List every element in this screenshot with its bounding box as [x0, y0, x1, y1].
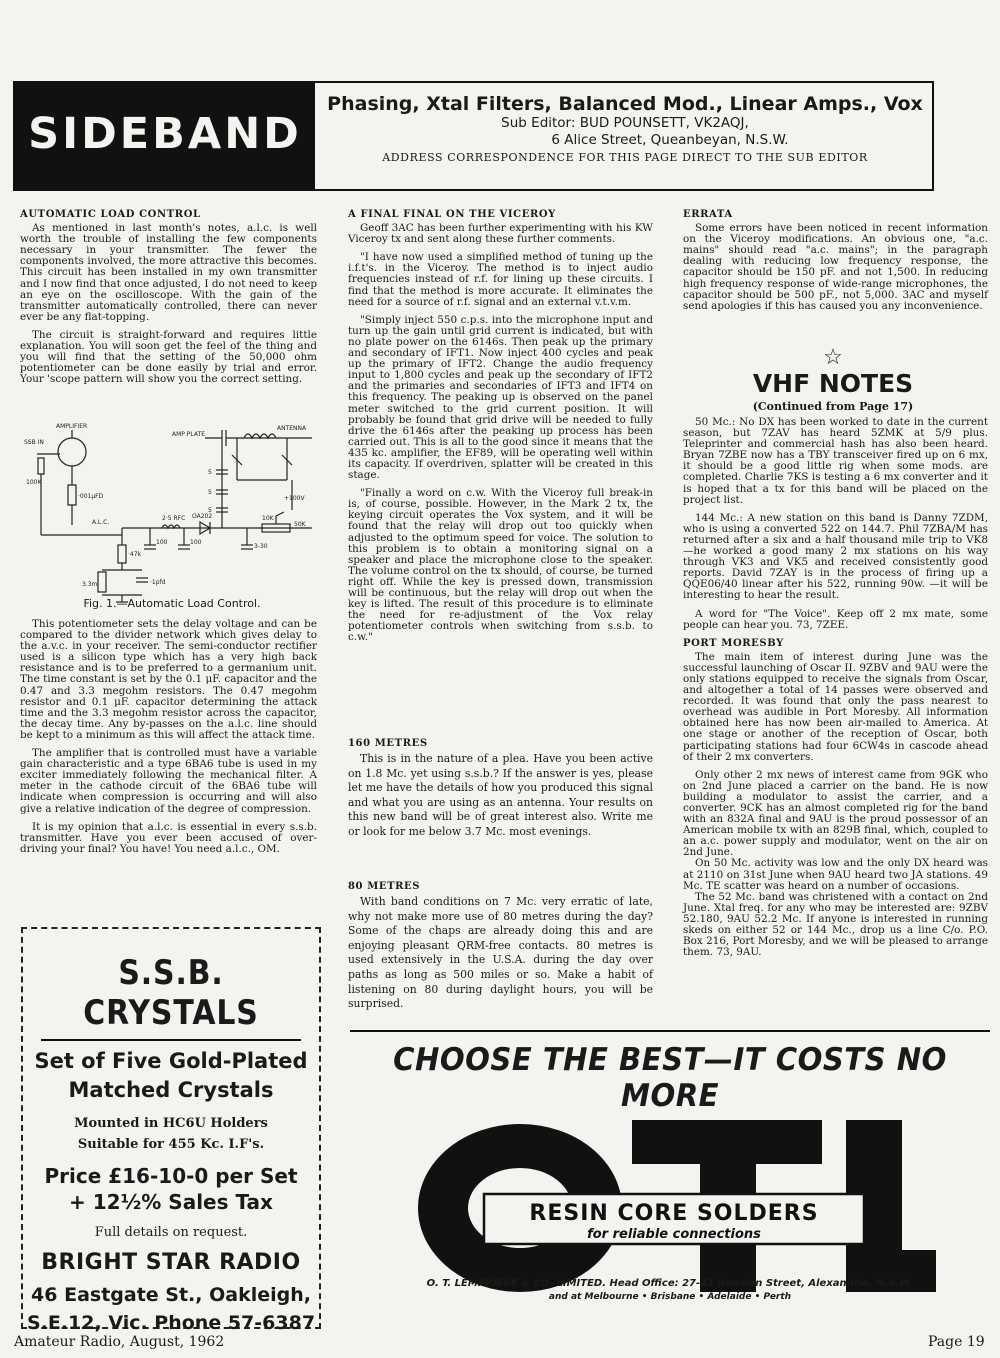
- label-100-b: 100: [190, 539, 202, 546]
- label-antenna: ANTENNA: [277, 425, 307, 432]
- label-amp-plate: AMP PLATE: [172, 431, 205, 438]
- vhf-notes-subtitle: (Continued from Page 17): [752, 400, 914, 413]
- ad-line: Matched Crystals: [68, 1078, 274, 1102]
- heading-160-metres: 160 METRES: [348, 738, 428, 749]
- section-title: SIDEBAND: [28, 109, 302, 159]
- label-1pfd: ·1pfd: [150, 579, 166, 586]
- header-title-block: [15, 83, 315, 189]
- paragraph: As mentioned in last month's notes, a.l.c. is well worth the trouble of installing the few components necessary in your transmitter. The fewer the components involved, the more attractive this becomes. This circuit has been installed in my own transmitter and I now find that once adjusted, I do not need to keep an eye on the oscilloscope. With the gain of the transmitter automatically controlled, there can never ever be any flat-topping.: [20, 222, 317, 323]
- heading-port-moresby: PORT MORESBY: [683, 637, 784, 649]
- paragraph: "Finally a word on c.w. With the Viceroy full break-in is, of course, possible. However, in the Mark 2 tx, the keying circuit operates the Vox system, and it will be found that the relay will drop out too quickly when adjusted to the optimum speed for voice. The solution to this problem is to obtain a monitoring signal on a speaker and place the microphone close to the speaker. The volume control on the tx should, of course, be turned right off. While the key is pressed down, transmission will be continuous, but the relay will drop out when the key is lifted. The result of this procedure is to eliminate the need for re-adjustment of the Vox relay potentiometer controls when switching from s.s.b. to c.w.": [348, 487, 653, 644]
- figure-caption: Fig. 1.—Automatic Load Control.: [83, 597, 261, 610]
- column-2: [348, 209, 653, 650]
- paragraph: Geoff 3AC has been further experimenting with his KW Viceroy tx and sent along these further comments.: [348, 222, 653, 246]
- label-3-30: 3-30: [254, 543, 268, 550]
- paragraph: The 52 Mc. band was christened with a contact on 2nd June. Xtal freq. for any who may be interested are: 9ZBV 52.180, 9AU 52.2 Mc. If anyone is interested in running skeds on either 52 or 144 Mc., drop us a line C/o. P.O. Box 216, Port Moresby, and we will be pleased to arrange them. 73, 9AU.: [683, 890, 988, 959]
- ad-line: Set of Five Gold-Plated: [34, 1049, 308, 1073]
- logo-tagline: for reliable connections: [587, 1227, 761, 1242]
- label-5-c: 5: [208, 507, 212, 514]
- label-100k: 100K: [26, 479, 42, 486]
- paragraph: This potentiometer sets the delay voltage and can be compared to the divider network which gives delay to the a.v.c. in your receiver. The semi-conductor rectifier used is a silicon type which has a very high back resistance and is to be preferred to a germanium unit. The time constant is set by the 0.1 μF. capacitor and the 0.47 and 3.3 megohm resistors. The 0.47 megohm resistor and 0.1 μF. capacitor determining the attack time and the 3.3 megohm resistor across the capacitor, the decay time. Any by-passes on the a.l.c. line should be kept to a minimum as this will affect the attack time.: [20, 618, 317, 741]
- otl-logo: [400, 1090, 940, 1305]
- ad-address: S.E.12, Vic. Phone 57-6387: [26, 1312, 316, 1334]
- label-001ufd: ·001μFD: [78, 493, 104, 500]
- paragraph: 50 Mc.: No DX has been worked to date in the current season, but 7ZAV has heard 5ZMK at 5/9 plus. Teleprinter and commercial hash has also been heard. Bryan 7ZBE now has a TBY transceiver fired up on 6 mx, it should be a good little rig when some mods. are completed. Charlie 7KS is testing a 6 mx converter and it is hoped that a tx for this band will be placed on the project list.: [683, 416, 988, 506]
- heading-80-metres: 80 METRES: [348, 881, 421, 892]
- alc-circuit-diagram: [22, 420, 322, 612]
- column-1-bottom: [20, 619, 317, 862]
- label-5-a: 5: [208, 469, 212, 476]
- ad-address: 46 Eastgate St., Oakleigh,: [31, 1284, 311, 1306]
- ad-line: Suitable for 455 Kc. I.F's.: [77, 1137, 265, 1152]
- column-2-lower: [348, 881, 653, 1019]
- correspondence-note: ADDRESS CORRESPONDENCE FOR THIS PAGE DIRECT TO THE SUB EDITOR: [382, 151, 868, 164]
- header-info: [320, 93, 930, 164]
- paragraph: The amplifier that is controlled must have a variable gain characteristic and a type 6BA6 tube is used in my exciter immediately following the mechanical filter. A meter in the cathode circuit of the 6BA6 tube will indicate when compression is occurring and will also give a relative indication of the degree of compression.: [20, 747, 317, 815]
- paragraph: A word for "The Voice". Keep off 2 mx mate, some people can hear you. 73, 7ZEE.: [683, 607, 988, 631]
- paragraph: With band conditions on 7 Mc. very erratic of late, why not make more use of 80 metres during the day? Some of the chaps are already doing this and are enjoying pleasant QRM-free contacts. 80 metres is used extensively in the U.S.A. during the day over paths as long as 500 miles or so. Make a habit of listening on 80 during daylight hours, you will be surprised.: [348, 895, 653, 1011]
- ad-rule: [41, 1039, 301, 1041]
- page-footer-publication: Amateur Radio, August, 1962: [14, 1334, 225, 1350]
- column-3-vhf: [683, 417, 988, 965]
- label-47k: ·47k: [128, 551, 142, 558]
- label-ssb-in: SSB IN: [24, 439, 44, 446]
- label-rfc: 2·5 RFC: [162, 515, 186, 522]
- label-5-b: 5: [208, 489, 212, 496]
- vhf-notes-title: VHF NOTES: [752, 369, 914, 398]
- label-oa202: OA202: [192, 513, 213, 520]
- paragraph: This is in the nature of a plea. Have you been active on 1.8 Mc. yet using s.s.b.? If the answer is yes, please let me have the details of how you produced this signal and what you are using as an antenna. Your results on this new band will be of great interest also. Write me or look for me below 3.7 Mc. most evenings.: [348, 752, 653, 839]
- paragraph: It is my opinion that a.l.c. is essential in every s.s.b. transmitter. Have you ever been accused of over-driving your final? You have! You need a.l.c., OM.: [20, 820, 317, 855]
- section-topics: Phasing, Xtal Filters, Balanced Mod., Linear Amps., Vox: [327, 93, 923, 115]
- logo-banner: RESIN CORE SOLDERS: [529, 1201, 819, 1226]
- star-icon: ☆: [823, 345, 843, 370]
- sub-editor-address: 6 Alice Street, Queanbeyan, N.S.W.: [551, 132, 789, 148]
- ad-company: BRIGHT STAR RADIO: [41, 1250, 301, 1275]
- column-1-top: [20, 209, 317, 392]
- label-alc: A.L.C.: [92, 519, 110, 526]
- paragraph: The circuit is straight-forward and requires little explanation. You will soon get the feel of the thing and you will find that the setting of the 50,000 ohm potentiometer can be done easily by trial and error. Your 'scope pattern will show you the correct setting.: [20, 328, 317, 386]
- ad-tax: + 12½% Sales Tax: [69, 1190, 273, 1214]
- paragraph: The main item of interest during June was the successful launching of Oscar II. 9ZBV and 9AU were the only stations equipped to receive the signals from Oscar, and altogether a total of 14 passes were observed and recorded. It was found that only the pass nearest to overhead was audible in Port Moresby. All information obtained here has now been air-mailed to America. At one stage or another of the reception of Oscar, both participating stations had four 6CW4s in cascode ahead of their 2 mx converters.: [683, 650, 988, 763]
- heading-automatic-load-control: AUTOMATIC LOAD CONTROL: [20, 209, 201, 220]
- amplifier-tube: [58, 438, 86, 466]
- label-10k: 10K: [262, 515, 274, 522]
- column-2-lower: [348, 738, 653, 847]
- label-100-a: 100: [156, 539, 168, 546]
- ad-branches-line: and at Melbourne • Brisbane • Adelaide • Perth: [548, 1292, 792, 1302]
- paragraph: 144 Mc.: A new station on this band is Danny 7ZDM, who is using a converted 522 on 144.7. Phil 7ZBA/M has returned after a six and a half thousand mile trip to VK8—he worked a good many 2 mx stations on his way through VK3 and VK5 and received consistently good reports. David 7ZAY is in the process of firing up a QQE06/40 linear after his 522, running 90w. —it will be interesting to hear the result.: [683, 511, 988, 602]
- label-amplifier: AMPLIFIER: [56, 423, 88, 430]
- section-header: [13, 81, 934, 191]
- column-3-errata: [683, 209, 988, 319]
- paragraph: Some errors have been noticed in recent information on the Viceroy modifications. An obvious one, "a.c. mains" should read "a.c. mains"; in the paragraph dealing with reducing low frequency response, the capacitor should be 150 pF. and not 1,500. In reducing high frequency response of wide-range microphones, the capacitor should be 500 pF., not 5,000. 3AC and myself send apologies if this has caused you any inconvenience.: [683, 222, 988, 312]
- heading-errata: ERRATA: [683, 209, 733, 220]
- paragraph: "Simply inject 550 c.p.s. into the microphone input and turn up the gain until grid current is indicated, but with no plate power on the 6146s. Then peak up the primary and secondary of IFT1. Now inject 400 cycles and peak up the primary of IFT2. Change the audio frequency input to 1,800 cycles and peak up the secondary of IFT2 and the primaries and secondaries of IFT3 and IFT4 on this frequency. The peaking up is observed on the panel meter switched to the grid current position. It will probably be found that grid drive will be needed to fully drive the 6146s after the peaking up process has been carried out. This is all to the good since it means that the 435 kc. amplifier, the EF89, will be operating well within its capacity. If overdriven, splatter will be created in this stage.: [348, 313, 653, 482]
- ad-company-line: O. T. LEMPRIERE & CO. LIMITED. Head Office: 27-41 Bowden Street, Alexandria, N.S.W.: [426, 1278, 914, 1289]
- ssb-crystals-advertisement: [21, 927, 321, 1334]
- ad-details: Full details on request.: [94, 1225, 248, 1240]
- label-50k: 50K: [294, 521, 306, 528]
- ad-price: Price £16-10-0 per Set: [44, 1164, 298, 1188]
- paragraph: Only other 2 mx news of interest came from 9GK who on 2nd June placed a carrier on the band. He is now building a modulator to assist the carrier, and a converter. 9CK has an almost completed rig for the band with an 832A final and 9AU is the proud possessor of an American mobile tx with an 829B final, which, coupled to an a.c. power supply and modulator, went on the air on 2nd June.: [683, 768, 988, 859]
- paragraph: "I have now used a simplified method of tuning up the i.f.t's. in the Viceroy. The method is to inject audio frequencies instead of r.f. for lining up these circuits. I find that the method is more accurate. It eliminates the need for a source of r.f. signal and an external v.t.v.m.: [348, 251, 653, 308]
- label-33m: 3.3m: [82, 581, 98, 588]
- ad-headline: CHOOSE THE BEST—IT COSTS NO MORE: [393, 1042, 947, 1114]
- ad-title: S.S.B. CRYSTALS: [83, 953, 259, 1033]
- sub-editor-line: Sub Editor: BUD POUNSETT, VK2AQJ,: [501, 115, 749, 131]
- paragraph: On 50 Mc. activity was low and the only DX heard was at 2110 on 31st June when 9AU heard two JA stations. 49 Mc. TE scatter was heard on a number of occasions.: [683, 857, 988, 892]
- ad-line: Mounted in HC6U Holders: [74, 1116, 268, 1131]
- otl-solder-advertisement: [350, 1030, 990, 1332]
- label-100v: +100V: [284, 495, 305, 502]
- heading-final-viceroy: A FINAL FINAL ON THE VICEROY: [348, 209, 556, 220]
- page-number: Page 19: [928, 1334, 985, 1350]
